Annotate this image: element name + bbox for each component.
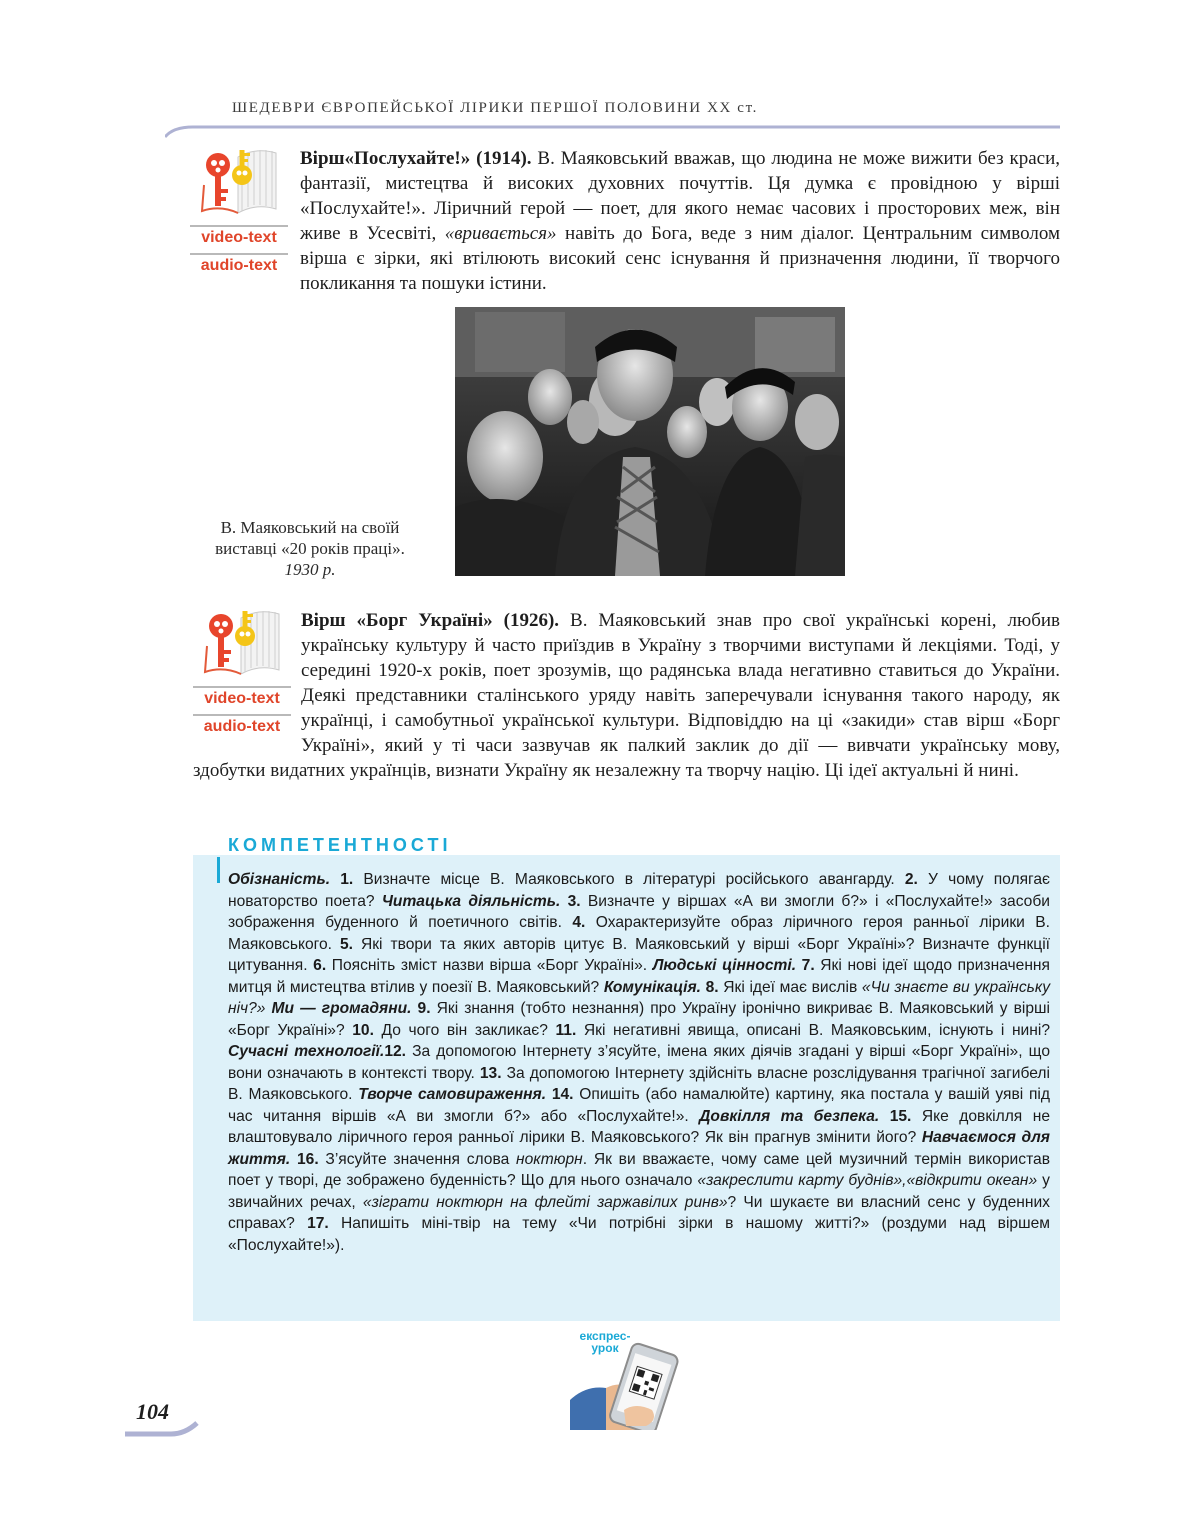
running-head: ШЕДЕВРИ ЄВРОПЕЙСЬКОЇ ЛІРИКИ ПЕРШОЇ ПОЛОВИНИ XX ст. (232, 100, 758, 116)
caption-line-1: В. Маяковський на своїй (220, 518, 400, 537)
header-rule (165, 119, 1060, 139)
video-text-link[interactable]: video-text (193, 686, 291, 708)
photo-caption (190, 517, 430, 580)
video-text-link[interactable]: video-text (190, 225, 288, 247)
express-lesson-label (570, 1330, 640, 1354)
question-number: 6. (307, 957, 327, 974)
question-text: ? Чи шукаєте ви власний сенс у буденних справах? (228, 1193, 1050, 1232)
question-text: Охарактеризуйте образ ліричного героя ранньої лірики В. Маяковського. (228, 914, 1050, 953)
question-number: 10. (344, 1021, 374, 1039)
quote: «зіграти ноктюрн на флейті заржавілих ринв» (362, 1193, 728, 1211)
media-block-1 (190, 145, 290, 275)
category-label: Читацька діяльність. (374, 892, 561, 910)
question-text: Які нові ідеї щодо призначення митця й мистецтва втілив у поезії В. Маяковський? (228, 957, 1050, 996)
section-1-text-a: В. Маяковський вважав, що людина не може вижити без краси, фантазії, мистецтва й високих духовних почуттів. Ця думка є провідною у вірші «Послухайте!». Ліричний герой — поет, для якого немає часових і просторових меж, він живе в Усесвіті, (300, 148, 1060, 244)
audio-text-link[interactable]: audio-text (193, 714, 291, 736)
category-label: Сучасні технології. (228, 1043, 385, 1060)
mayakovsky-photo (455, 307, 845, 576)
section-1-text-b: навіть до Бога, веде з ним діалог. Центральним символом вірша є зірки, які втілюють високий сенс існування й призначення людини, її творчого покликання та пошуки істини. (300, 223, 1060, 294)
caption-year: 1930 р. (284, 560, 336, 579)
question-text: Опишіть (або намалюйте) картину, яка постала у вашій уяві під час читання віршів «А ви змогли б?» або «Послухайте!». (228, 1086, 1050, 1125)
question-text: Напишіть міні-твір на тему «Чи потрібні зірки в нашому житті?» (роздуми над віршем «Послухайте!»). (228, 1215, 1050, 1254)
question-text: За допомогою Інтернету з’ясуйте, імена яких діячів згадані у вірші «Борг Україні», що вони означають в контексті твору. (228, 1043, 1050, 1082)
question-text: . Як ви вважаєте, чому саме цей музичний термін використав поет у творі, де зображено буденність? Що для нього означало (228, 1150, 1050, 1189)
category-label: Обізнаність. (228, 871, 331, 888)
question-number: 7. (796, 957, 815, 974)
category-label: Ми — громадяни. (265, 1000, 412, 1017)
question-text: До чого він закликає? (373, 1021, 548, 1039)
question-number: 1. (330, 871, 354, 888)
question-number: 12. (384, 1043, 406, 1060)
question-text: Які ідеї має вислів (718, 978, 862, 996)
keys-book-icon (198, 145, 278, 217)
express-label-line-2: урок (591, 1341, 619, 1355)
quote: «Чи знаєте ви українську ніч?» (228, 978, 1051, 1017)
question-text: Яке довкілля не влаштовувало ліричного героя ранньої лірики В. Маяковського? Як він прагнув змінити його? (228, 1107, 1051, 1146)
question-text: З’ясуйте значення слова (318, 1150, 516, 1168)
category-label: Навчаємося для життя. (228, 1129, 1050, 1168)
category-label: Довкілля та безпека. (688, 1107, 880, 1125)
question-text: За допомогою Інтернету здійсніть власне розслідування трагічної загибелі В. Маяковського. (228, 1064, 1050, 1103)
question-number: 14. (546, 1086, 574, 1103)
section-1-paragraph (300, 146, 1060, 296)
question-number: 2. (894, 871, 918, 888)
question-number: 3. (560, 892, 581, 910)
question-number: 13. (474, 1064, 502, 1082)
quote: «закреслити карту буднів»,«відкрити океан» (697, 1172, 1038, 1189)
competencies-text (228, 869, 1050, 1256)
category-label: Людські цінності. (647, 957, 797, 974)
question-number: 16. (290, 1150, 319, 1168)
question-number: 8. (701, 978, 719, 996)
question-text: Поясніть зміст назви вірша «Борг Україні». (326, 957, 648, 974)
question-text: Які негативні явища, описані В. Маяковським, існують і нині? (576, 1021, 1051, 1039)
question-number: 9. (411, 1000, 431, 1017)
question-number: 11. (547, 1021, 577, 1039)
question-text: у звичайних речах, (228, 1172, 1050, 1211)
question-number: 4. (561, 914, 586, 931)
page-number: 104 (136, 1399, 169, 1424)
caption-line-2: виставці «20 років праці». (215, 539, 405, 558)
audio-text-link[interactable]: audio-text (190, 253, 288, 275)
question-number: 5. (332, 935, 353, 953)
section-1-title: Вірш«Послухайте!» (1914). (300, 148, 532, 169)
quote: ноктюрн (516, 1150, 583, 1168)
section-2-title: Вірш «Борг Україні» (1926). (301, 610, 560, 631)
question-text: Які знання (тобто незнання) про Україну іронічно викриває В. Маяковський у вірші «Борг Україні»? (228, 1000, 1050, 1039)
competencies-accent-bar (217, 857, 220, 883)
question-number: 17. (294, 1215, 329, 1232)
section-2-paragraph (193, 608, 1060, 783)
express-label-line-1: експрес- (579, 1329, 631, 1343)
competencies-title: КОМПЕТЕНТНОСТІ (228, 835, 452, 855)
question-text: У чому полягає новаторство поета? (228, 871, 1051, 910)
category-label: Комунікація. (599, 978, 702, 996)
question-number: 15. (879, 1107, 912, 1125)
question-text: Визначте місце В. Маяковського в літературі російського авангарду. (353, 871, 895, 888)
section-1-emphasis: «вривається» (444, 223, 557, 244)
footer-rule (125, 1420, 200, 1440)
section-2-text: В. Маяковський знав про свої українські корені, любив українську культуру й часто приїздив в Україну з творчими виступами й лекціями. Тоді, у середині 1920-х років, поет зрозумів, що радянська влада негативно ставиться до України. Деякі представники сталінського уряду навіть заперечували існування такого народу, як українці, і самобутньої української культури. Відповіддю на ці «закиди» став вірш «Борг Україні», який у ті часи зазвучав як палкий заклик до дії — вивчати українську мову, здобутки видатних українців, визнати Україну як незалежну та творчу націю. Ці ідеї актуальні й нині. (193, 610, 1060, 781)
category-label: Творче самовираження. (352, 1086, 547, 1103)
question-text: Визначте у віршах «А ви змогли б?» і «Послухайте!» засоби зображення буденного й поетичного світів. (228, 892, 1050, 931)
question-text: Які твори та яких авторів цитує В. Маяковський у вірші «Борг Україні»? Визначте функції цитування. (228, 935, 1051, 974)
